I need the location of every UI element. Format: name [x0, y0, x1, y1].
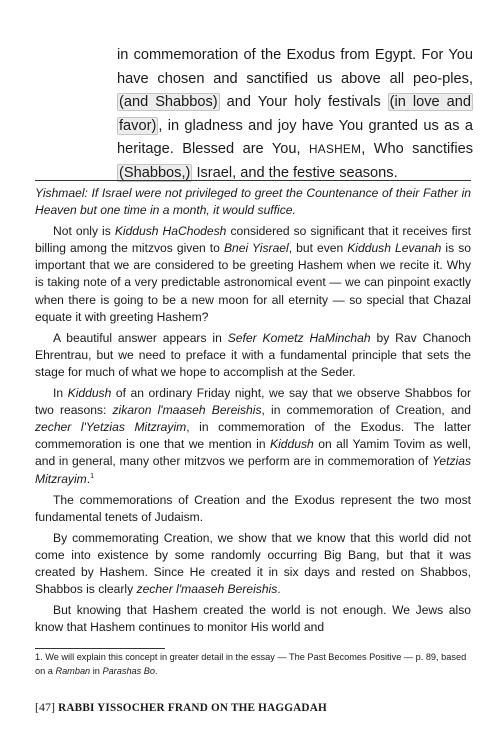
- paragraph-kiddush-friday: [35, 385, 471, 488]
- italic-text: zecher l'maaseh Bereishis: [136, 582, 278, 597]
- text: of an ordinary Friday night, we say that we observe Shabbos for two reasons:: [35, 386, 471, 418]
- paragraph-kiddush-hachodesh: [35, 223, 471, 326]
- italic-text: Ramban: [55, 665, 91, 676]
- prayer-text: in commemoration of the Exodus from Egypt. For You have chosen and sanctified us above all peo-ples,: [117, 47, 473, 87]
- text: , but even: [288, 241, 348, 256]
- italic-text: Kiddush HaChodesh: [114, 224, 227, 239]
- paragraph-yishmael: [35, 185, 471, 219]
- footnote-reference: 1: [90, 472, 95, 480]
- book-title: RABBI YISSOCHER FRAND ON THE HAGGADAH: [58, 702, 327, 714]
- italic-text: Kiddush: [67, 386, 112, 401]
- italic-text: Yishmael: If Israel were not privileged to greet the Countenance of their Father in Heaven but one time in a month, it would suffice.: [35, 186, 471, 218]
- italic-text: Yetzias Mitzrayim: [35, 454, 471, 486]
- text: .: [277, 582, 281, 597]
- text: considered so significant that it receives first billing among the mitzvos given to: [35, 224, 472, 256]
- text: by Rav Chanoch Ehrentrau, but we need to preface it with a fundamental principle that sets the stage for much of what we hope to accomplish at the Seder.: [35, 330, 471, 379]
- section-divider: [35, 180, 471, 181]
- italic-text: Sefer Kometz HaMinchah: [227, 330, 371, 345]
- italic-text: Kiddush Levanah: [347, 241, 442, 256]
- text: By commemorating Creation, we show that we know that this world did not come into existence by some randomly occurring Big Bang, but that it was created by Hashem. Since He created it in six days and rested on Shabbos, Shabbos is clearly: [35, 530, 471, 597]
- italic-text: Bnei Yisrael: [223, 241, 289, 256]
- text: , in commemoration of the Exodus. The latter commemoration is one that we mention in: [35, 420, 471, 452]
- text: in: [90, 665, 103, 676]
- text: is so important that we are considered to be greeting Hashem when we recite it. Why is taking note of a very predictable astronomical event — we can pinpoint exactly when there is going to be a new moon for all eternity — so special that Chazal equate it with greeting Hashem?: [35, 241, 471, 324]
- paragraph-creation: [35, 530, 471, 598]
- parenthetical-shabbos: (Shabbos,): [119, 164, 191, 181]
- footnote: [35, 651, 471, 678]
- text: A beautiful answer appears in: [53, 330, 228, 345]
- prayer-text: and Your holy festivals: [219, 94, 388, 110]
- text: on all Yamim Tovim as well, and in general, many other mitzvos we perform are in commemoration of: [35, 437, 472, 469]
- footnote-divider: [35, 648, 165, 649]
- paragraph-tenets: [35, 492, 471, 526]
- parenthetical-in-love-and-favor: (in love and favor): [119, 94, 471, 134]
- italic-text: Kiddush: [270, 437, 314, 452]
- text: .: [86, 471, 91, 486]
- parenthetical-and-shabbos: (and Shabbos): [119, 94, 218, 110]
- text: But knowing that Hashem created the world is not enough. We Jews also know that Hashem continues to monitor His world and: [35, 603, 471, 635]
- page-number: [47]: [35, 700, 55, 714]
- running-footer: [35, 700, 475, 715]
- text: In: [53, 386, 68, 401]
- text: , in commemoration of Creation, and: [261, 403, 472, 418]
- text: .: [155, 665, 158, 676]
- prayer-passage: [117, 44, 473, 185]
- divine-name: HASHEM: [308, 142, 362, 156]
- prayer-text: , Who sanctifies: [361, 141, 473, 157]
- text: Not only is: [53, 224, 115, 239]
- commentary-body: [35, 185, 471, 640]
- prayer-text: , in gladness and joy have You granted us as a heritage. Blessed are You,: [117, 117, 473, 157]
- prayer-text: Israel, and the festive seasons.: [192, 164, 398, 181]
- paragraph-answer: [35, 330, 471, 381]
- italic-text: Parashas Bo: [102, 665, 156, 676]
- text: The commemorations of Creation and the Exodus represent the two most fundamental tenets of Judaism.: [35, 492, 471, 524]
- italic-text: zecher l'Yetzias Mitzrayim: [35, 420, 187, 435]
- italic-text: zikaron l'maaseh Bereishis: [112, 403, 262, 418]
- text: 1. We will explain this concept in greater detail in the essay — The Past Becomes Positive — p. 89, based on a: [35, 652, 467, 676]
- paragraph-knowing: [35, 602, 471, 636]
